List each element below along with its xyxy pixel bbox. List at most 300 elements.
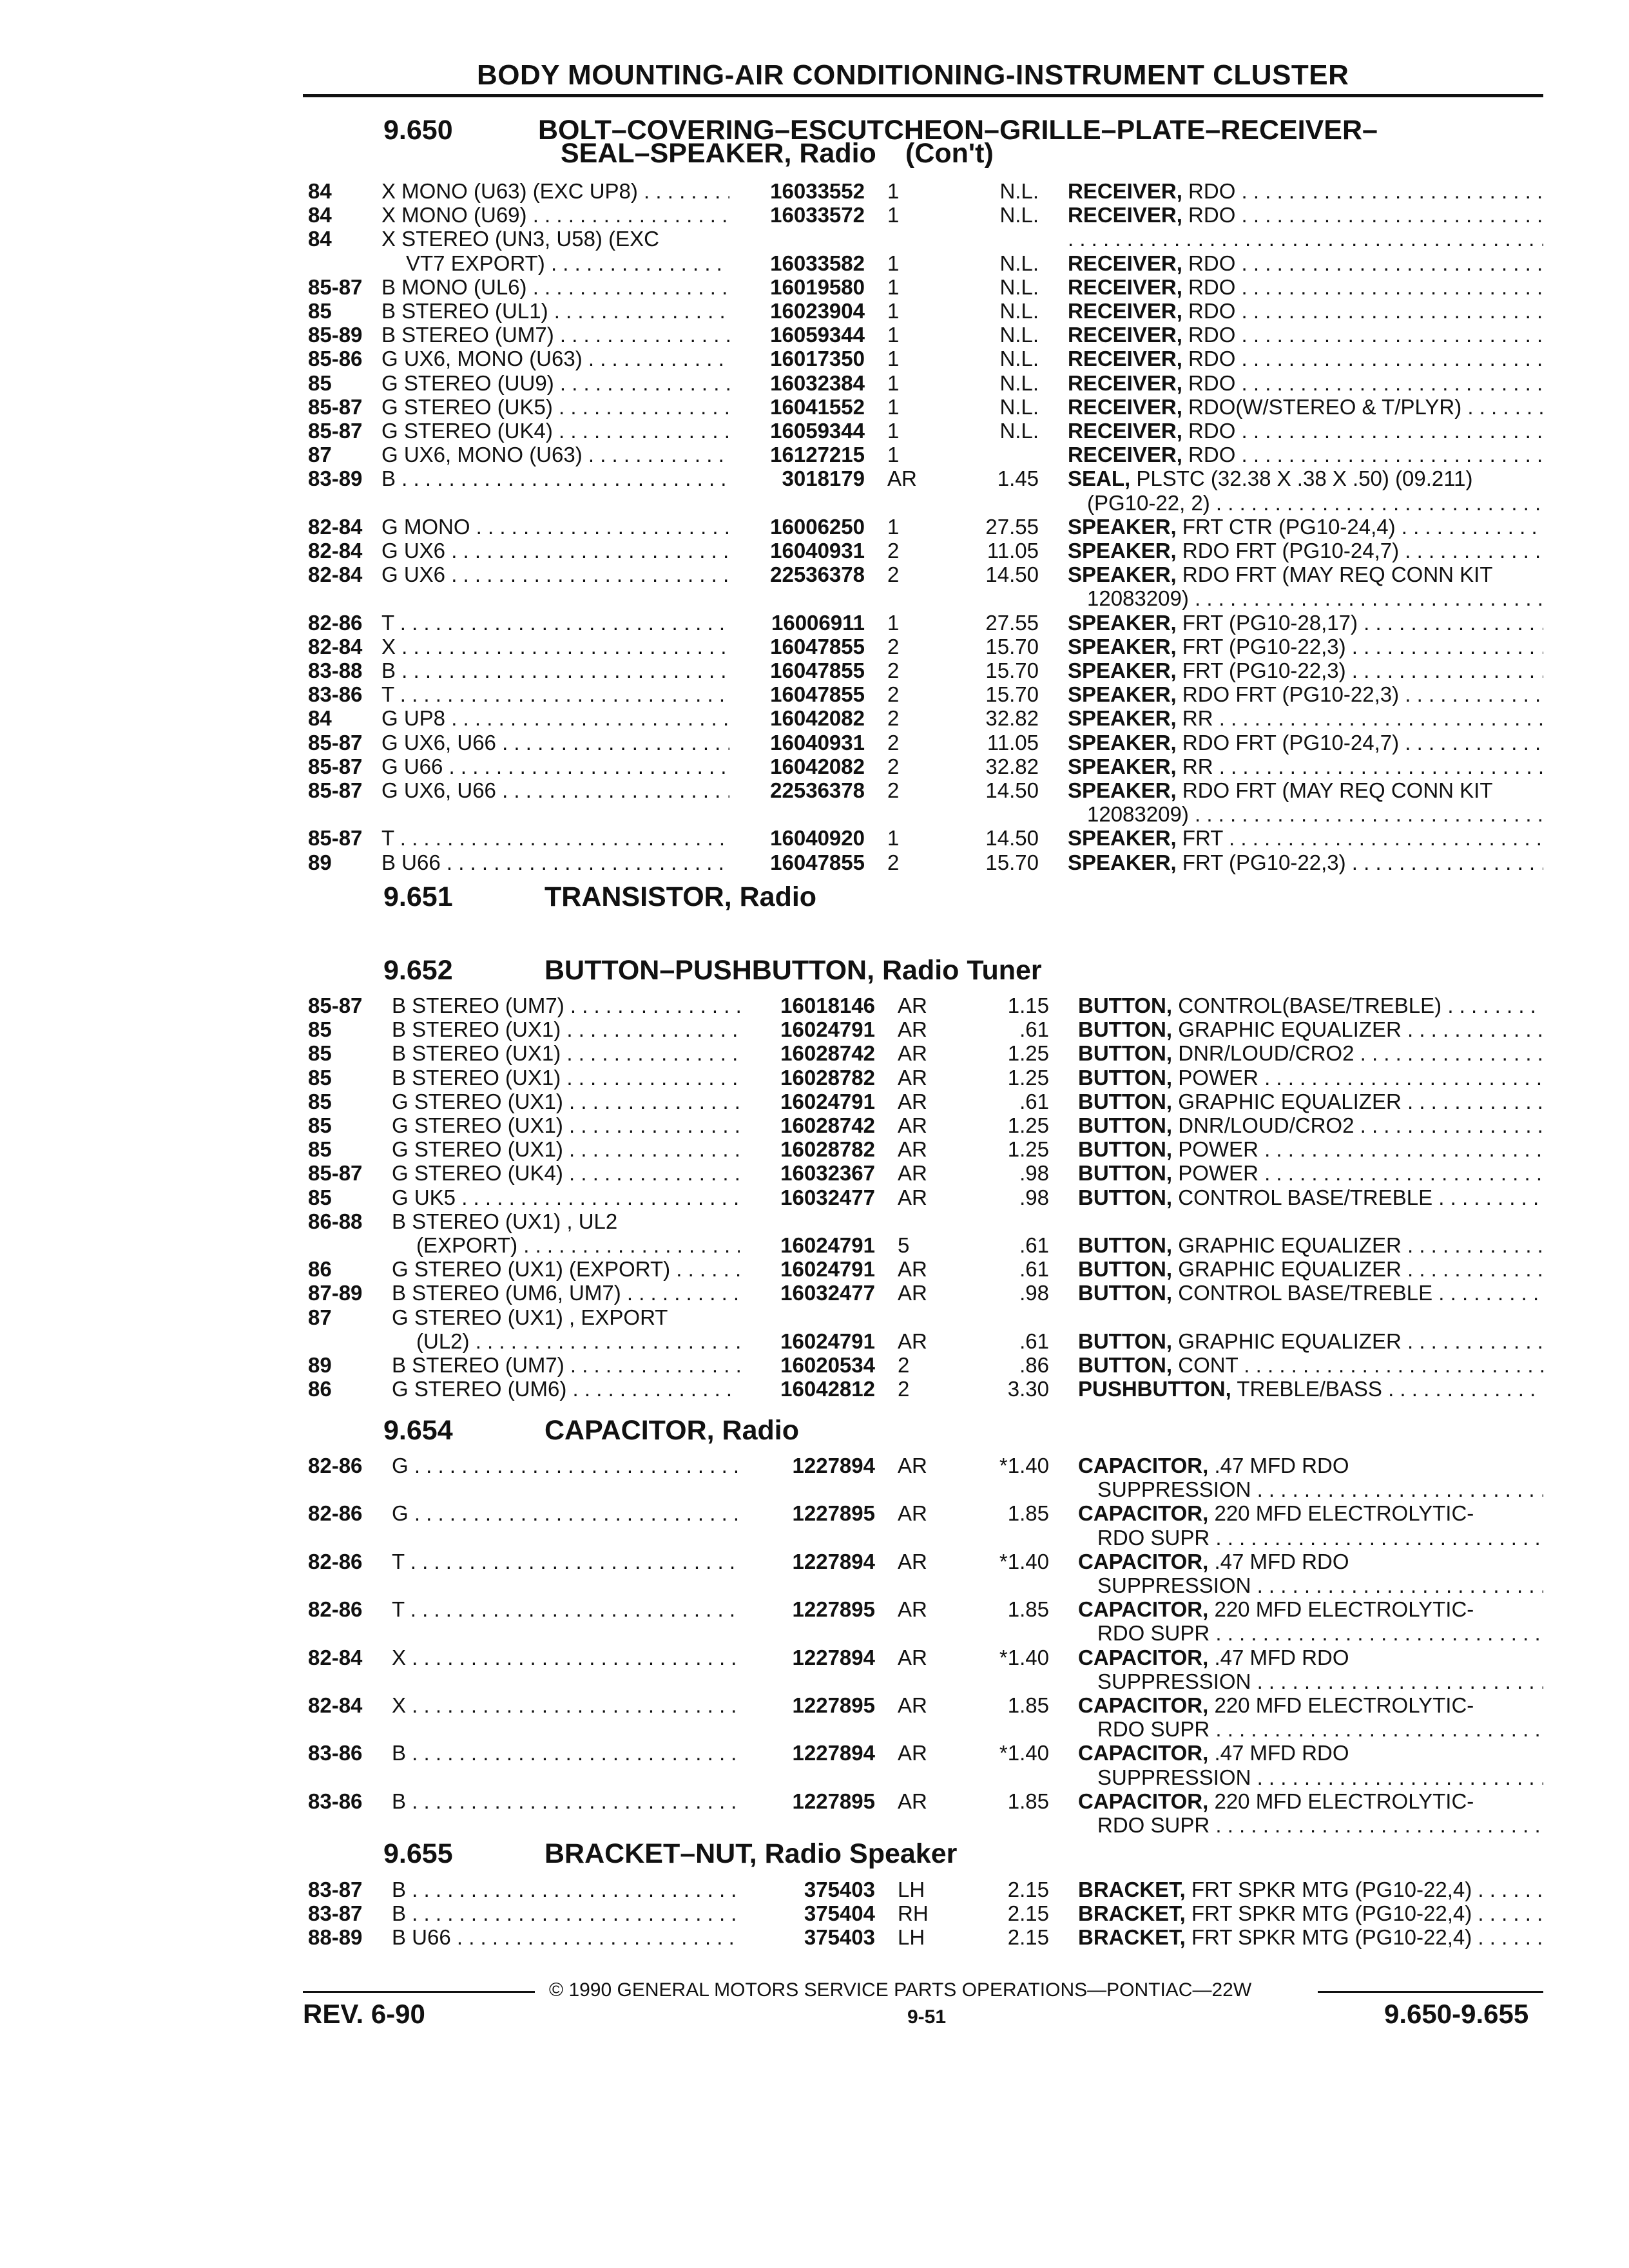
quantity: 2 — [898, 1377, 910, 1401]
table-row — [0, 1526, 1629, 1552]
table-row — [0, 539, 1629, 564]
part-name-text — [1078, 1925, 1543, 1949]
table-row — [0, 1477, 1629, 1503]
section-number: 9.651 — [383, 881, 453, 912]
part-name-text — [1068, 658, 1543, 682]
model-years: 82-84 — [308, 514, 363, 539]
application-text: G UP8 . . . — [381, 706, 729, 730]
part-number: 16042812 — [780, 1377, 875, 1401]
quantity: AR — [898, 1329, 927, 1353]
part-name-detail: GRAPHIC EQUALIZER — [1178, 1089, 1402, 1113]
model-years: 85-87 — [308, 394, 363, 419]
model-years: 86-88 — [308, 1209, 363, 1233]
model-years: 89 — [308, 1353, 332, 1377]
application-text: T . . . — [381, 826, 729, 850]
model-years: 82-84 — [308, 1645, 363, 1669]
footer-rule-right — [1318, 1991, 1543, 1993]
application-text: (UL2) . . . — [416, 1329, 740, 1353]
part-name-text — [1068, 682, 1543, 706]
part-name-text — [1068, 706, 1543, 730]
model-years: 83-88 — [308, 658, 363, 682]
quantity: LH — [898, 1925, 925, 1950]
part-number: 16040931 — [770, 539, 865, 562]
part-name-bold: RECEIVER, — [1068, 299, 1182, 323]
application-text: G U66 . . . — [381, 754, 729, 778]
part-number: 16032384 — [770, 370, 865, 395]
part-name-bold: RECEIVER, — [1068, 419, 1182, 443]
part-name-text — [1068, 275, 1543, 299]
price: 2.15 — [1007, 1878, 1049, 1901]
application-text: B STEREO (UM7) . . . — [392, 1353, 740, 1377]
quantity: AR — [898, 1089, 927, 1113]
application-text: X . . . — [392, 1693, 740, 1717]
part-name-detail: RDO FRT (PG10-24,7) — [1182, 730, 1400, 754]
price: N.L. — [999, 347, 1039, 371]
part-name-bold: BUTTON, — [1078, 1041, 1173, 1066]
price: 32.82 — [985, 754, 1039, 778]
model-years: 82-84 — [308, 539, 363, 562]
application-text: B . . . — [381, 658, 729, 682]
table-row — [0, 299, 1629, 325]
table-row — [0, 826, 1629, 852]
part-name-text — [1078, 1281, 1543, 1305]
part-name-text — [1078, 1377, 1543, 1401]
price: *1.40 — [999, 1549, 1049, 1573]
section-title: BUTTON–PUSHBUTTON, Radio Tuner — [545, 955, 1042, 986]
part-number: 16006250 — [770, 514, 865, 539]
price: 1.25 — [1007, 1113, 1049, 1137]
model-years: 83-89 — [308, 466, 363, 491]
application-text: G STEREO (UK5) . . . — [381, 395, 729, 419]
part-name-bold: RECEIVER, — [1068, 347, 1182, 371]
table-row — [0, 347, 1629, 372]
part-name-bold: RECEIVER, — [1068, 274, 1182, 299]
part-name-bold: SPEAKER, — [1068, 514, 1177, 539]
part-name-text — [1068, 466, 1473, 490]
part-name-text — [1068, 347, 1543, 370]
price: N.L. — [999, 251, 1039, 275]
part-name-bold: BRACKET, — [1078, 1901, 1186, 1926]
table-row — [0, 1353, 1629, 1379]
model-years: 85 — [308, 370, 332, 395]
application-text: T . . . — [392, 1550, 740, 1573]
application-text: B STEREO (UX1) , UL2 — [392, 1209, 618, 1233]
part-name-detail: (PG10-22, 2) — [1087, 490, 1210, 515]
part-number: 16032367 — [780, 1161, 875, 1186]
section-title: BRACKET–NUT, Radio Speaker — [545, 1838, 958, 1869]
model-years: 85-86 — [308, 347, 363, 371]
part-name-detail: 12083209) — [1087, 586, 1189, 611]
price: .98 — [1019, 1281, 1049, 1305]
price: N.L. — [999, 203, 1039, 227]
table-row — [0, 1646, 1629, 1671]
table-row — [0, 562, 1629, 588]
quantity: 1 — [887, 323, 900, 347]
part-name — [1078, 1329, 1543, 1354]
part-name-bold: PUSHBUTTON, — [1078, 1377, 1231, 1401]
price: 14.50 — [985, 826, 1039, 850]
part-name-detail: 220 MFD ELECTROLYTIC- — [1214, 1789, 1474, 1813]
table-row — [0, 491, 1629, 517]
model-years: 86 — [308, 1377, 332, 1401]
part-name-detail: DNR/LOUD/CRO2 — [1178, 1113, 1354, 1137]
price: 15.70 — [985, 658, 1039, 682]
part-name-bold: CAPACITOR, — [1078, 1789, 1209, 1813]
part-name-bold: SPEAKER, — [1068, 539, 1177, 562]
price: *1.40 — [999, 1454, 1049, 1477]
price: 3.30 — [1007, 1377, 1049, 1401]
table-row — [0, 731, 1629, 756]
section-number: 9.652 — [383, 955, 453, 986]
table-row — [0, 778, 1629, 804]
table-row — [0, 515, 1629, 541]
part-name — [1097, 1621, 1543, 1646]
part-name — [1068, 682, 1543, 707]
quantity: RH — [898, 1901, 929, 1926]
part-name-text — [1097, 1477, 1543, 1501]
part-number: 22536378 — [770, 778, 865, 802]
price: .98 — [1019, 1161, 1049, 1186]
part-name-text — [1078, 1878, 1543, 1901]
part-name — [1078, 1281, 1543, 1305]
application-text: X MONO (U63) (EXC UP8) . . . — [381, 179, 729, 203]
table-row — [0, 1621, 1629, 1647]
part-name — [1068, 203, 1543, 227]
part-name — [1068, 754, 1543, 779]
part-name-bold: BUTTON, — [1078, 1137, 1173, 1162]
model-years: 84 — [308, 179, 332, 203]
part-name-detail: CONTROL BASE/TREBLE — [1178, 1281, 1433, 1305]
part-name-detail: SUPPRESSION — [1097, 1573, 1251, 1597]
quantity: 1 — [887, 610, 900, 635]
part-name-bold: BRACKET, — [1078, 1878, 1186, 1901]
part-name-text — [1097, 1765, 1543, 1789]
price: *1.40 — [999, 1741, 1049, 1765]
table-row — [0, 706, 1629, 732]
model-years: 85-87 — [308, 274, 363, 299]
table-row — [0, 1113, 1629, 1139]
model-years: 83-87 — [308, 1878, 363, 1901]
quantity: AR — [898, 1041, 927, 1066]
part-number: 375403 — [804, 1878, 875, 1901]
application-text: (EXPORT) . . . — [416, 1233, 740, 1257]
part-name-text — [1068, 611, 1543, 635]
quantity: AR — [898, 1645, 927, 1669]
section-title: BOLT–COVERING–ESCUTCHEON–GRILLE–PLATE–RECEIVER– — [538, 115, 1378, 146]
table-row — [0, 227, 1629, 253]
table-row — [0, 754, 1629, 780]
part-name — [1097, 1573, 1543, 1598]
part-name-detail: RDO SUPR — [1097, 1813, 1210, 1837]
model-years: 85 — [308, 299, 332, 323]
model-years: 85-87 — [308, 754, 363, 778]
price: .86 — [1019, 1353, 1049, 1377]
part-name-bold: SPEAKER, — [1068, 610, 1177, 635]
part-name-bold: CAPACITOR, — [1078, 1549, 1209, 1573]
part-name-bold: SPEAKER, — [1068, 706, 1177, 731]
part-name — [1097, 1669, 1543, 1694]
part-number: 16032477 — [780, 1281, 875, 1305]
part-name-bold: CAPACITOR, — [1078, 1454, 1209, 1477]
part-name — [1078, 1233, 1543, 1258]
part-name-bold: SPEAKER, — [1068, 682, 1177, 707]
part-name-detail: RDO FRT (PG10-24,7) — [1182, 539, 1400, 562]
part-name — [1078, 1693, 1543, 1718]
part-number: 16127215 — [770, 443, 865, 467]
part-name-detail: FRT (PG10-28,17) — [1182, 610, 1358, 635]
application-text: B STEREO (UM6, UM7) . . . — [392, 1281, 740, 1305]
model-years: 85 — [308, 1017, 332, 1042]
table-row — [0, 1789, 1629, 1815]
application-text: B . . . — [392, 1878, 740, 1901]
part-name — [1068, 635, 1543, 659]
table-row — [0, 1305, 1629, 1331]
part-name-text — [1068, 731, 1543, 754]
model-years: 87-89 — [308, 1281, 363, 1305]
table-row — [0, 1669, 1629, 1695]
part-name-text — [1078, 1501, 1474, 1525]
model-years: 87 — [308, 443, 332, 467]
application-text: G STEREO (UX1) , EXPORT — [392, 1305, 668, 1329]
part-number: 16059344 — [770, 323, 865, 347]
table-row — [0, 586, 1629, 612]
quantity: AR — [898, 1017, 927, 1042]
part-name-detail: RR — [1182, 706, 1213, 731]
quantity: 2 — [887, 778, 900, 802]
application-text: G STEREO (UX1) . . . — [392, 1113, 740, 1137]
model-years: 87 — [308, 1305, 332, 1329]
quantity: 2 — [887, 706, 900, 731]
part-number: 16032477 — [780, 1185, 875, 1209]
part-name — [1068, 443, 1543, 467]
part-name-detail: RDO — [1188, 251, 1236, 275]
application-text: B U66 . . . — [381, 850, 729, 874]
application-text: B STEREO (UX1) . . . — [392, 1041, 740, 1065]
section-number: 9.655 — [383, 1838, 453, 1869]
price: 1.25 — [1007, 1137, 1049, 1162]
table-row — [0, 1233, 1629, 1259]
part-name-text — [1097, 1526, 1543, 1550]
part-name — [1078, 1066, 1543, 1090]
part-name-detail: RDO — [1188, 347, 1236, 371]
part-name — [1078, 994, 1543, 1018]
part-name-detail: SUPPRESSION — [1097, 1765, 1251, 1789]
part-name-detail: RDO — [1188, 299, 1236, 323]
model-years: 83-87 — [308, 1901, 363, 1926]
application-text: G STEREO (UM6) . . . — [392, 1377, 740, 1401]
table-row — [0, 1501, 1629, 1527]
application-text: B . . . — [392, 1789, 740, 1813]
application-text: X MONO (U69) . . . — [381, 203, 729, 227]
model-years: 86 — [308, 1257, 332, 1282]
table-row — [0, 1813, 1629, 1839]
quantity: AR — [898, 1113, 927, 1137]
part-name-text — [1068, 323, 1543, 347]
section-range: 9.650-9.655 — [1384, 1999, 1529, 2029]
part-name-detail: 220 MFD ELECTROLYTIC- — [1214, 1597, 1474, 1622]
part-name — [1097, 1477, 1543, 1502]
price: 1.85 — [1007, 1597, 1049, 1622]
part-number: 16047855 — [770, 634, 865, 658]
table-row — [0, 1550, 1629, 1575]
model-years: 84 — [308, 203, 332, 227]
part-name-detail: POWER — [1178, 1161, 1258, 1186]
model-years: 85 — [308, 1089, 332, 1113]
table-row — [0, 1209, 1629, 1235]
application-text: G STEREO (UK4) . . . — [392, 1161, 740, 1185]
price: .61 — [1019, 1089, 1049, 1113]
part-name-detail: FRT SPKR MTG (PG10-22,4) — [1191, 1925, 1472, 1950]
part-name-text — [1068, 515, 1543, 539]
table-row — [0, 1597, 1629, 1623]
part-name-bold: BUTTON, — [1078, 1233, 1173, 1257]
part-name-detail: RDO FRT (MAY REQ CONN KIT — [1182, 778, 1493, 802]
part-name — [1097, 1813, 1543, 1838]
table-row — [0, 1454, 1629, 1479]
part-number: 16059344 — [770, 419, 865, 443]
part-number: 16006911 — [771, 610, 865, 635]
part-number: 16019580 — [770, 274, 865, 299]
table-row — [0, 994, 1629, 1019]
section-title: CAPACITOR, Radio — [545, 1415, 799, 1446]
table-row — [0, 1377, 1629, 1403]
part-name-detail: FRT SPKR MTG (PG10-22,4) — [1191, 1901, 1472, 1926]
part-number: 16028742 — [780, 1113, 875, 1137]
price: N.L. — [999, 179, 1039, 203]
part-name-detail: POWER — [1178, 1065, 1258, 1090]
part-name — [1068, 299, 1543, 323]
quantity: AR — [898, 1789, 927, 1813]
model-years: 85 — [308, 1041, 332, 1066]
table-row — [0, 419, 1629, 445]
part-name-text — [1068, 419, 1543, 443]
part-name-bold: BUTTON, — [1078, 1113, 1173, 1137]
application-text: X . . . — [392, 1646, 740, 1669]
price: 1.25 — [1007, 1065, 1049, 1090]
part-name-text — [1097, 1813, 1543, 1837]
part-name — [1078, 1454, 1543, 1478]
quantity: AR — [898, 1257, 927, 1282]
part-name — [1078, 1090, 1543, 1114]
part-name-bold: RECEIVER, — [1068, 179, 1182, 203]
part-number: 16018146 — [780, 994, 875, 1017]
part-name-text — [1078, 1137, 1543, 1161]
part-number: 16033582 — [770, 251, 865, 275]
application-text: VT7 EXPORT) . . . — [406, 251, 729, 275]
part-name-bold: SPEAKER, — [1068, 730, 1177, 754]
price: 1.85 — [1007, 1501, 1049, 1526]
quantity: 5 — [898, 1233, 910, 1257]
table-row — [0, 1090, 1629, 1115]
price: 1.85 — [1007, 1789, 1049, 1813]
quantity: 2 — [887, 850, 900, 874]
part-number: 16041552 — [770, 394, 865, 419]
part-name — [1078, 1353, 1543, 1378]
part-number: 16047855 — [770, 682, 865, 707]
part-name-text — [1078, 1454, 1349, 1477]
model-years: 88-89 — [308, 1925, 363, 1950]
part-name-detail: 220 MFD ELECTROLYTIC- — [1214, 1501, 1474, 1526]
price: N.L. — [999, 394, 1039, 419]
part-number: 22536378 — [770, 562, 865, 587]
table-row — [0, 1925, 1629, 1951]
part-name — [1078, 1257, 1543, 1282]
part-name-bold: SEAL, — [1068, 466, 1131, 491]
application-text: G . . . — [392, 1454, 740, 1477]
application-text: X STEREO (UN3, U58) (EXC — [381, 227, 659, 251]
price: 27.55 — [985, 514, 1039, 539]
application-text: G STEREO (UK4) . . . — [381, 419, 729, 443]
part-number: 16040931 — [770, 730, 865, 754]
part-name-text — [1068, 778, 1492, 802]
quantity: AR — [898, 1281, 927, 1305]
table-row — [0, 1066, 1629, 1091]
application-desc — [381, 227, 729, 251]
part-name-bold: CAPACITOR, — [1078, 1597, 1209, 1622]
part-name-bold: RECEIVER, — [1068, 251, 1182, 275]
model-years: 82-84 — [308, 562, 363, 587]
quantity: 2 — [898, 1353, 910, 1377]
model-years: 85-87 — [308, 826, 363, 850]
part-name-text — [1068, 251, 1543, 275]
part-name-detail: GRAPHIC EQUALIZER — [1178, 1017, 1402, 1042]
application-text: T . . . — [381, 682, 729, 706]
part-name — [1078, 1186, 1543, 1210]
part-name-text — [1078, 994, 1543, 1017]
quantity: AR — [898, 1501, 927, 1526]
price: 15.70 — [985, 682, 1039, 707]
price: N.L. — [999, 299, 1039, 323]
part-number: 16040920 — [770, 826, 865, 850]
part-name — [1078, 1501, 1543, 1526]
header-rule — [303, 94, 1543, 97]
quantity: AR — [898, 1161, 927, 1186]
quantity: 1 — [887, 203, 900, 227]
quantity: 1 — [887, 299, 900, 323]
part-number: 1227894 — [792, 1454, 875, 1477]
application-text: B STEREO (UL1) . . . — [381, 299, 729, 323]
part-name — [1068, 275, 1543, 300]
part-name — [1097, 1526, 1543, 1550]
part-number: 16042082 — [770, 754, 865, 778]
part-name-detail: RDO — [1188, 323, 1236, 347]
application-text: B STEREO (UM7) . . . — [392, 994, 740, 1017]
price: N.L. — [999, 370, 1039, 395]
part-name — [1068, 179, 1543, 204]
page-header: BODY MOUNTING-AIR CONDITIONING-INSTRUMENT CLUSTER — [477, 59, 1349, 91]
part-name-bold: BUTTON, — [1078, 1185, 1173, 1209]
application-text: B STEREO (UM7) . . . — [381, 323, 729, 347]
part-name-text — [1068, 299, 1543, 323]
part-number: 16024791 — [780, 1017, 875, 1042]
application-text: G STEREO (UX1) . . . — [392, 1137, 740, 1161]
part-name — [1087, 802, 1543, 827]
quantity: 1 — [887, 179, 900, 203]
part-name — [1068, 539, 1543, 563]
quantity: 1 — [887, 274, 900, 299]
price: 11.05 — [987, 730, 1039, 754]
part-name-bold: RECEIVER, — [1068, 370, 1182, 395]
part-number: 1227894 — [792, 1549, 875, 1573]
application-text: G STEREO (UX1) . . . — [392, 1090, 740, 1113]
price: 14.50 — [985, 562, 1039, 587]
part-name-text — [1078, 1353, 1543, 1377]
application-desc — [392, 1305, 740, 1330]
model-years: 84 — [308, 227, 332, 251]
table-row — [0, 1017, 1629, 1043]
quantity: 2 — [887, 539, 900, 562]
table-row — [0, 203, 1629, 229]
